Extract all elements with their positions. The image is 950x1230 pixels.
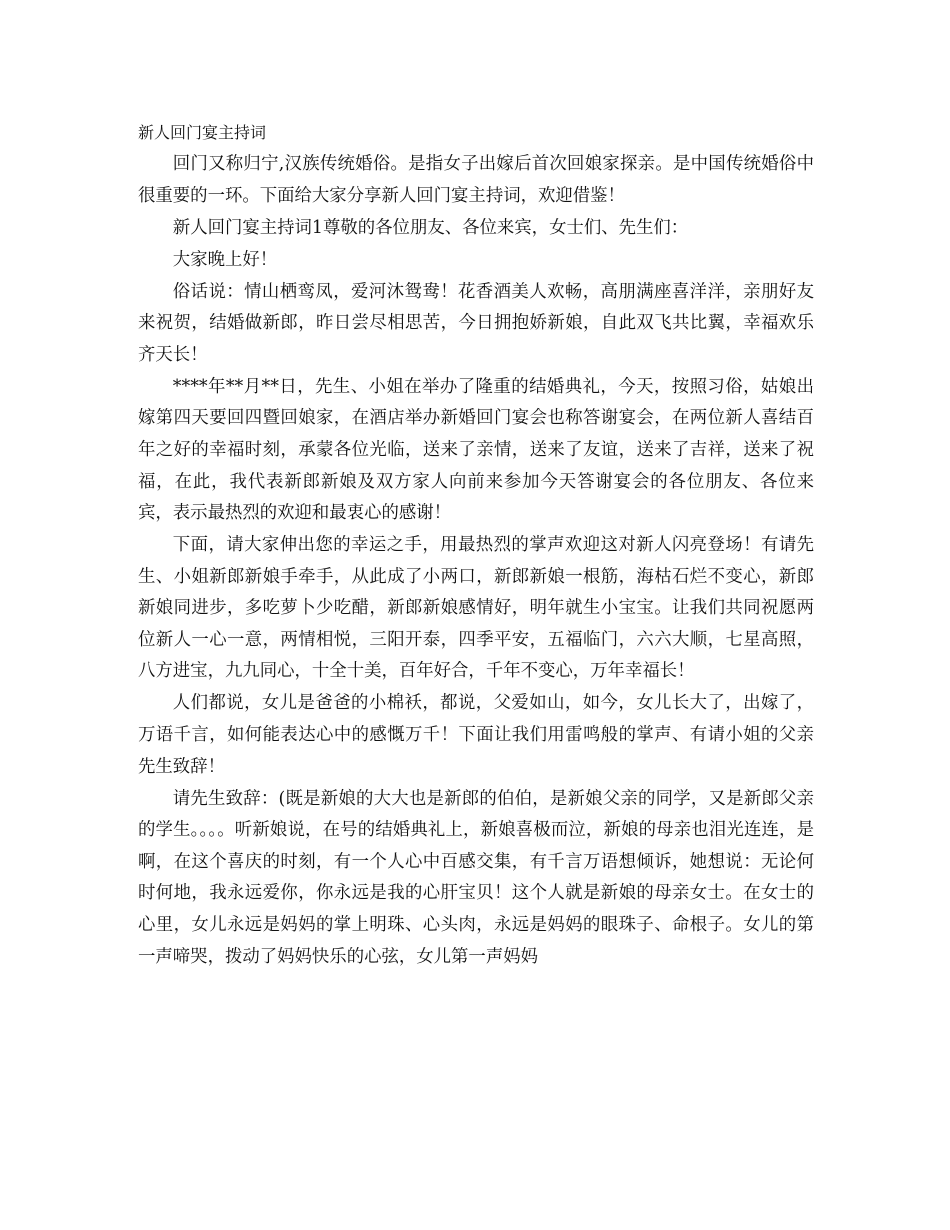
paragraph-speech: 请先生致辞：(既是新娘的大大也是新郎的伯伯，是新娘父亲的同学，又是新郎父亲的学生。。。。听新娘说，在号的结婚典礼上，新娘喜极而泣，新娘的母亲也泪光连连，是啊，在这个喜庆的时刻，有一个人心中百感交集，有千言万语想倾诉，她想说：无论何时何地，我永远爱你，你永远是我的心肝宝贝！这个人就是新娘的母亲女士。在女士的心里，女儿永远是妈妈的掌上明珠、心头肉，永远是妈妈的眼珠子、命根子。女儿的第一声啼哭，拨动了妈妈快乐的心弦，女儿第一声妈妈	[138, 788, 814, 967]
paragraph-intro: 回门又称归宁,汉族传统婚俗。是指女子出嫁后首次回娘家探亲。是中国传统婚俗中很重要的一环。下面给大家分享新人回门宴主持词，欢迎借鉴！	[138, 154, 814, 206]
paragraph-couple-entrance: 下面，请大家伸出您的幸运之手，用最热烈的掌声欢迎这对新人闪亮登场！有请先生、小姐新郎新娘手牵手，从此成了小两口，新郎新娘一根筋，海枯石烂不变心，新郎新娘同进步，多吃萝卜少吃醋，新郎新娘感情好，明年就生小宝宝。让我们共同祝愿两位新人一心一意，两情相悦，三阳开泰，四季平安，五福临门，六六大顺，七星高照，八方进宝，九九同心，十全十美，百年好合，千年不变心，万年幸福长！	[138, 535, 814, 682]
document-title: 新人回门宴主持词	[138, 123, 267, 142]
paragraph-greeting: 大家晚上好！	[172, 249, 278, 270]
paragraph-father-speech-intro: 人们都说，女儿是爸爸的小棉袄，都说，父爱如山，如今，女儿长大了，出嫁了，万语千言，如何能表达心中的感慨万千！下面让我们用雷鸣般的掌声、有请小姐的父亲先生致辞！	[138, 693, 814, 777]
paragraph-proverb: 俗话说：情山栖鸾凤，爱河沐鸳鸯！花香酒美人欢畅，高朋满座喜洋洋，亲朋好友来祝贺，结婚做新郎，昨日尝尽相思苦，今日拥抱娇新娘，自此双飞共比翼，幸福欢乐齐天长！	[138, 281, 814, 365]
paragraph-wedding-thanks: ****年**月**日，先生、小姐在举办了隆重的结婚典礼，今天，按照习俗，姑娘出嫁第四天要回四暨回娘家，在酒店举办新婚回门宴会也称答谢宴会，在两位新人喜结百年之好的幸福时刻，承蒙各位光临，送来了亲情，送来了友谊，送来了吉祥，送来了祝福，在此，我代表新郎新娘及双方家人向前来参加今天答谢宴会的各位朋友、各位来宾，表示最热烈的欢迎和最衷心的感谢！	[138, 376, 814, 524]
document-body	[138, 117, 814, 973]
paragraph-opening-address: 新人回门宴主持词1尊敬的各位朋友、各位来宾，女士们、先生们：	[172, 217, 689, 238]
